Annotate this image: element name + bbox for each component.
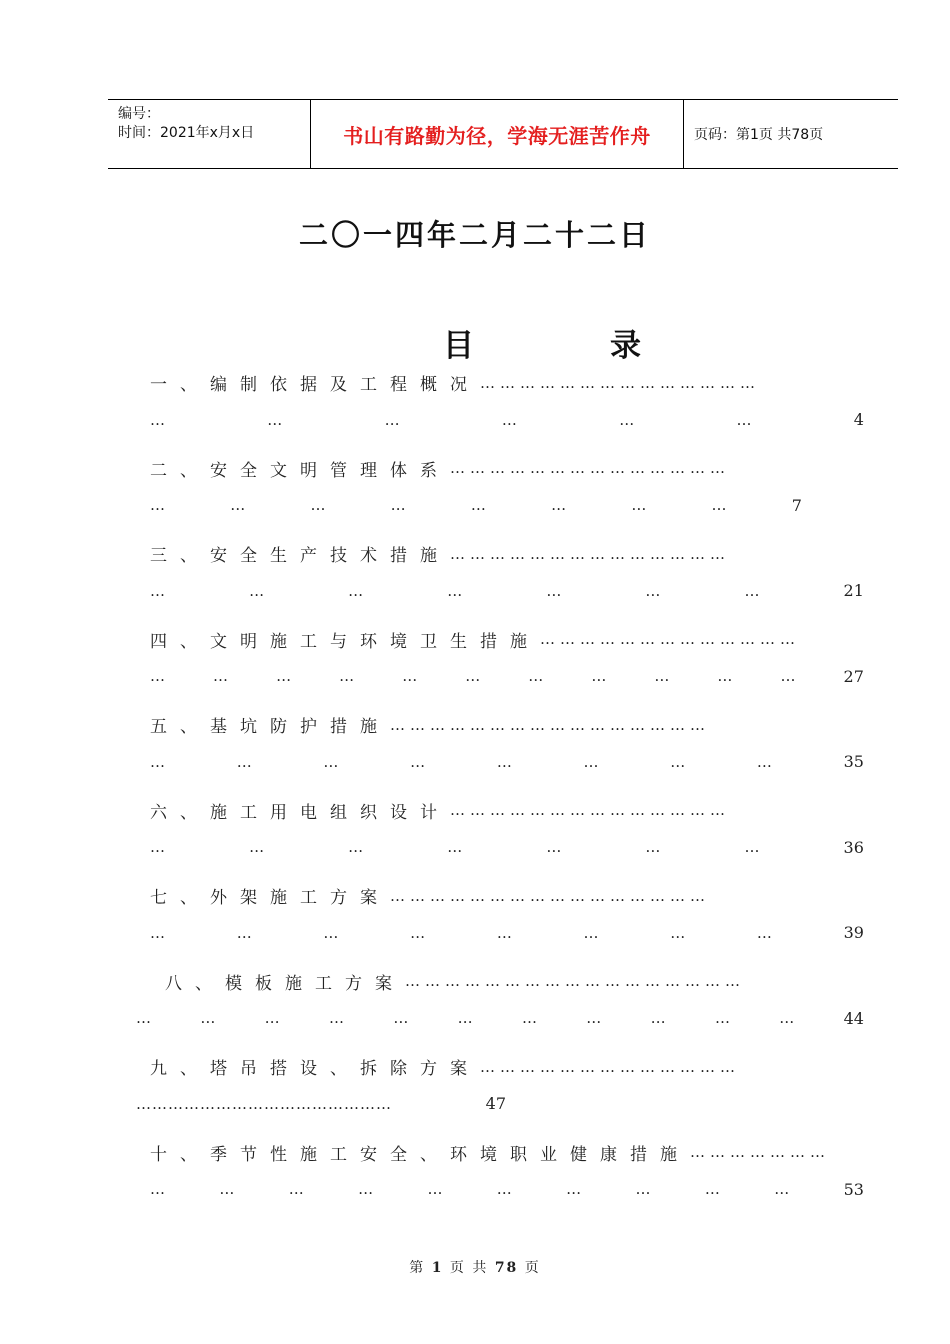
- toc-title-char-2: 录: [610, 328, 641, 364]
- toc-entry-page-number: 21: [843, 581, 864, 600]
- date-title: 二〇一四年二月二十二日: [298, 218, 651, 252]
- toc-leader-segment: …: [150, 410, 166, 429]
- toc-leader-segment: …: [249, 581, 266, 600]
- toc-entry-label: 二、安全文明管理体系: [150, 460, 450, 481]
- toc-leader-segment: …: [546, 838, 563, 856]
- toc-entry-page-number: 35: [843, 752, 864, 771]
- toc-entry-continuation: [150, 923, 864, 942]
- toc-leader-segment: …: [213, 667, 230, 685]
- footer-middle: 页 共: [449, 1260, 489, 1276]
- toc-entry-leader: …………………: [690, 1143, 830, 1161]
- toc-leader-segment: …: [390, 496, 407, 514]
- toc-entry: [150, 456, 730, 481]
- toc-leader-segment: …: [736, 410, 753, 429]
- toc-entry-page-number: 36: [843, 837, 864, 857]
- toc-leader-segment: …: [744, 581, 761, 600]
- toc-leader-segment: …: [150, 923, 166, 942]
- toc-leader-segment: …: [645, 838, 662, 856]
- toc-entry-label: 七、外架施工方案: [150, 888, 390, 908]
- header-motto-cell: [311, 100, 684, 168]
- toc-leader-segment: …: [717, 667, 734, 685]
- toc-entry: [150, 712, 710, 737]
- toc-entry: [150, 883, 710, 908]
- toc-entry-page-number: 44: [843, 1008, 864, 1028]
- toc-leader-segment: …: [586, 1009, 603, 1027]
- toc-leader-segment: …: [583, 752, 600, 771]
- toc-leader-segment: …: [384, 410, 401, 429]
- toc-leader-segment: …: [496, 1180, 513, 1198]
- toc-leader-segment: …: [591, 667, 608, 685]
- toc-entry-label: 八、模板施工方案: [165, 973, 405, 994]
- toc-leader-segment: …: [470, 496, 487, 514]
- toc-entry-page-number: 53: [843, 1179, 864, 1199]
- toc-leader-segment: …: [393, 1009, 410, 1027]
- toc-title: [443, 320, 643, 364]
- toc-leader-segment: …: [249, 838, 266, 856]
- toc-leader-segment: …: [774, 1180, 791, 1198]
- toc-entry-continuation: [150, 581, 864, 600]
- toc-leader-segment: …: [551, 496, 568, 514]
- toc-leader-segment: …: [136, 1009, 152, 1027]
- footer-total-pages: 78: [494, 1260, 519, 1276]
- toc-entry: [150, 627, 800, 652]
- toc-leader-segment: …: [704, 1180, 721, 1198]
- footer-suffix: 页: [524, 1260, 541, 1276]
- toc-leader-segment: …: [264, 1009, 281, 1027]
- toc-entry-continuation: [150, 1180, 864, 1199]
- motto-text: 书山有路勤为径，学海无涯苦作舟: [343, 123, 651, 148]
- toc-leader-segment: …: [328, 1009, 345, 1027]
- toc-leader-segment: …: [780, 667, 797, 685]
- toc-entry-leader: ……………………………………: [450, 544, 730, 563]
- toc-entry-page-number: 4: [853, 410, 864, 429]
- toc-leader-segment: …: [465, 667, 482, 685]
- toc-entry-label: 三、安全生产技术措施: [150, 546, 450, 566]
- toc-leader-segment: …: [150, 496, 166, 514]
- toc-leader-segment: …: [521, 1009, 538, 1027]
- toc-entry-continuation: [150, 667, 864, 686]
- toc-leader-segment: …: [756, 923, 773, 942]
- toc-leader-segment: …: [200, 1009, 217, 1027]
- toc-entry-leader: ……………………………………………: [405, 972, 745, 990]
- toc-leader-segment: …: [496, 923, 513, 942]
- toc-leader-segment: …: [645, 581, 662, 600]
- toc-leader-segment: …: [150, 838, 166, 856]
- toc-leader-segment: …: [236, 923, 253, 942]
- toc-leader-segment: …: [427, 1180, 444, 1198]
- toc-leader-segment: …: [150, 581, 166, 600]
- toc-entry-continuation: [150, 838, 864, 857]
- toc-entry: [150, 541, 730, 566]
- toc-leader-segment: …: [230, 496, 247, 514]
- toc-entry-leader: …………………………………………: [390, 886, 710, 905]
- toc-leader-segment: …: [670, 923, 687, 942]
- toc-leader-segment: …: [457, 1009, 474, 1027]
- toc-leader-segment: …: [150, 752, 166, 771]
- toc-entry-continuation: [150, 410, 864, 429]
- toc-leader-segment: …: [402, 667, 419, 685]
- toc-leader-segment: …: [654, 667, 671, 685]
- toc-entry-continuation: [136, 1009, 864, 1028]
- toc-leader-segment: …: [756, 752, 773, 771]
- toc-entry-label: 六、施工用电组织设计: [150, 802, 450, 823]
- toc-leader-segment: …: [631, 496, 648, 514]
- toc-leader-segment: …: [288, 1180, 305, 1198]
- page-info: 页码：第1页 共78页: [694, 127, 824, 143]
- toc-title-char-1: 目: [443, 328, 474, 364]
- toc-leader-segment: …: [358, 1180, 375, 1198]
- toc-leader-segment: …: [635, 1180, 652, 1198]
- toc-entry-leader: ……………………………………: [480, 373, 760, 392]
- toc-entry-leader: …………………………………: [480, 1057, 740, 1076]
- toc-leader-segment: …: [348, 838, 365, 856]
- toc-entry-leader: ……………………………………: [450, 459, 730, 477]
- toc-leader-segment: …: [583, 923, 600, 942]
- toc-entry-page-number: 39: [843, 923, 864, 942]
- toc-leader-segment: …: [339, 667, 356, 685]
- toc-entry-page-number: 47: [485, 1094, 506, 1113]
- toc-leader-segment: …: [501, 410, 518, 429]
- toc-leader-segment: …: [546, 581, 563, 600]
- toc-leader-segment: …: [410, 752, 427, 771]
- toc-leader-segment: …: [566, 1180, 583, 1198]
- toc-leader-segment: …: [619, 410, 636, 429]
- toc-entry-label: 一、编制依据及工程概况: [150, 375, 480, 395]
- toc-leader-segment: …: [348, 581, 365, 600]
- footer-prefix: 第: [409, 1260, 426, 1276]
- toc-entry-continuation: [150, 752, 864, 771]
- toc-entry: [150, 798, 730, 823]
- number-label: 编号：: [118, 106, 160, 122]
- toc-entry-label: 九、塔吊搭设、拆除方案: [150, 1059, 480, 1079]
- toc-entry: [165, 969, 745, 994]
- footer-page-number: 1: [431, 1260, 444, 1276]
- toc-leader-segment: …: [236, 752, 253, 771]
- toc-leader-segment: …: [670, 752, 687, 771]
- toc-entry: [150, 370, 760, 395]
- toc-leader-segment: …: [310, 496, 327, 514]
- toc-entry-continuation: [136, 1094, 506, 1113]
- header-meta-cell: [108, 100, 311, 168]
- toc-leader-segment: …: [496, 752, 513, 771]
- toc-entry-label: 四、文明施工与环境卫生措施: [150, 631, 540, 652]
- page-footer: [0, 1257, 950, 1277]
- toc-entry-page-number: 7: [791, 495, 802, 515]
- toc-leader-segment: …: [447, 838, 464, 856]
- toc-leader-segment: …: [219, 1180, 236, 1198]
- toc-entry-label: 十、季节性施工安全、环境职业健康措施: [150, 1144, 690, 1165]
- toc-entry-leader: ……………………………………: [450, 801, 730, 819]
- toc-entry: [150, 1140, 830, 1165]
- header-page-cell: [684, 100, 898, 168]
- toc-leader-segment: …: [410, 923, 427, 942]
- toc-leader-segment: …: [714, 1009, 731, 1027]
- toc-leader-segment: …: [744, 838, 761, 856]
- toc-entry-label: 五、基坑防护措施: [150, 717, 390, 737]
- toc-leader-segment: …: [323, 923, 340, 942]
- toc-leader-segment: …: [276, 667, 293, 685]
- time-label: 时间：2021年x月x日: [118, 125, 255, 141]
- toc-leader-segment: …: [150, 1180, 166, 1198]
- toc-leader-segment: …: [711, 496, 728, 514]
- toc-entry-leader: …………………………………………: [390, 715, 710, 734]
- toc-entry-page-number: 27: [843, 666, 864, 686]
- toc-entry: [150, 1054, 740, 1079]
- toc-leader-segment: …: [267, 410, 284, 429]
- toc-leader-segment: …………………………………………: [136, 1094, 392, 1113]
- toc-leader-segment: …: [779, 1009, 796, 1027]
- toc-leader-segment: …: [528, 667, 545, 685]
- toc-leader-segment: …: [650, 1009, 667, 1027]
- toc-entry-leader: …………………………………: [540, 630, 800, 648]
- document-header: [108, 99, 898, 169]
- toc-entry-continuation: [150, 496, 802, 515]
- toc-leader-segment: …: [323, 752, 340, 771]
- toc-leader-segment: …: [447, 581, 464, 600]
- toc-leader-segment: …: [150, 667, 166, 685]
